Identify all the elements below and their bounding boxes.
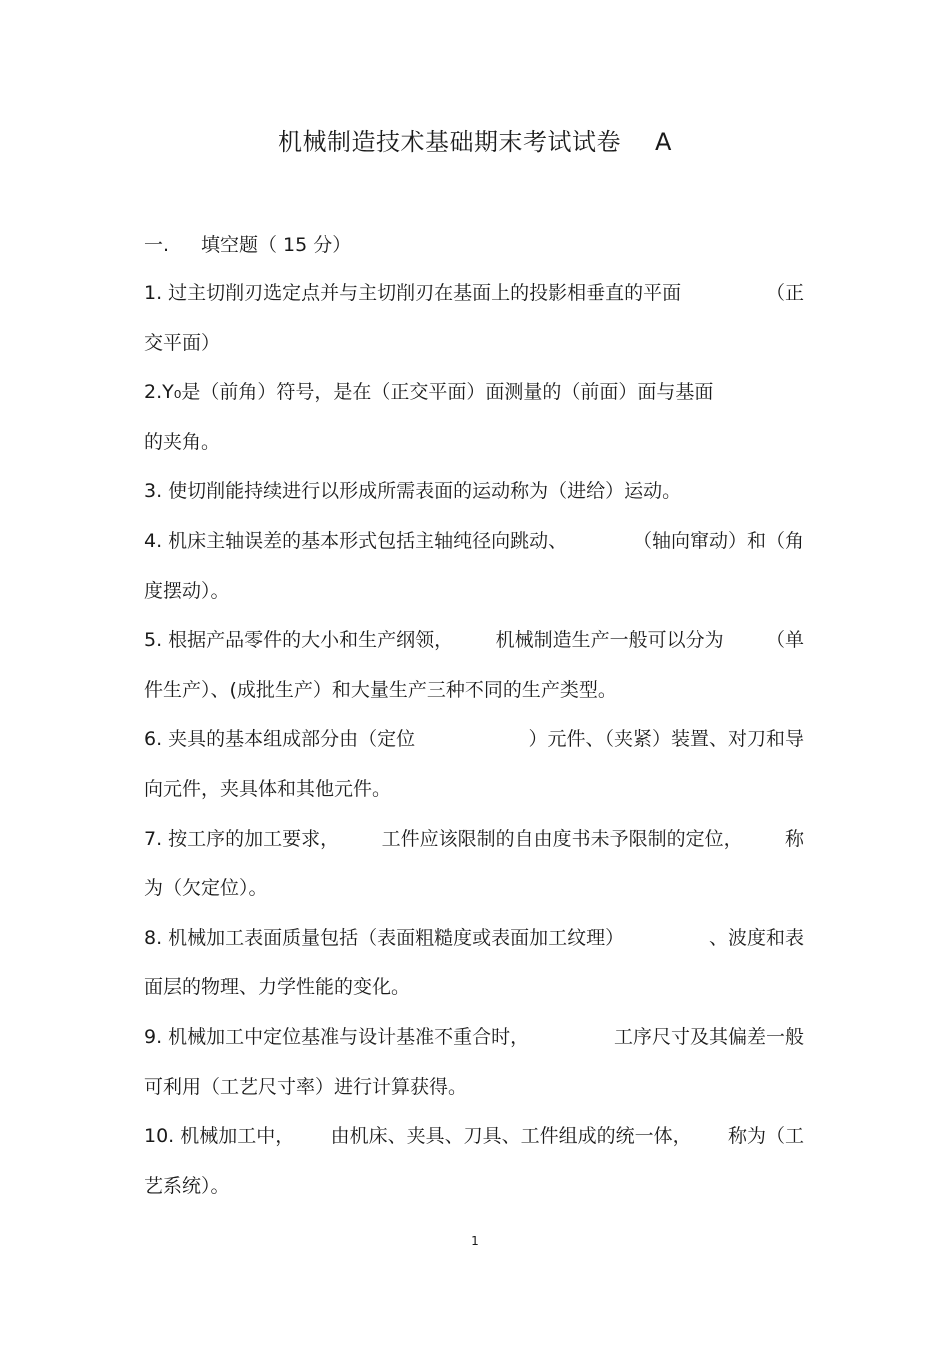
question-line: 为（欠定位）。 bbox=[144, 877, 268, 899]
question-line bbox=[144, 827, 804, 851]
line-segment-right: （轴向窜动）和（角 bbox=[632, 530, 804, 552]
question-line: 面层的物理、力学性能的变化。 bbox=[144, 976, 411, 998]
line-segment-right: ）元件、（夹紧）装置、对刀和导 bbox=[528, 728, 804, 750]
line-segment-left: 7. 按工序的加工要求， bbox=[144, 828, 340, 850]
question-line bbox=[144, 1124, 804, 1148]
section-number: 一. bbox=[144, 234, 170, 256]
line-segment-right: （单 bbox=[765, 629, 804, 651]
line-segment-left: 9. 机械加工中定位基准与设计基准不重合时， bbox=[144, 1026, 530, 1048]
question-line bbox=[144, 926, 804, 950]
page-number: 1 bbox=[471, 1234, 479, 1248]
line-segment-right: 称为（工 bbox=[727, 1125, 804, 1147]
question-line bbox=[144, 727, 804, 751]
question-line bbox=[144, 281, 804, 305]
question-line: 向元件，夹具体和其他元件。 bbox=[144, 778, 392, 800]
line-segment-mid: 工件应该限制的自由度书未予限制的定位， bbox=[381, 828, 743, 850]
question-line: 艺系统）。 bbox=[144, 1175, 230, 1197]
title-main: 机械制造技术基础期末考试试卷 bbox=[278, 128, 622, 156]
line-segment-right: 称 bbox=[784, 828, 804, 850]
question-line: 交平面） bbox=[144, 332, 221, 354]
question-line: 的夹角。 bbox=[144, 431, 221, 453]
line-segment-mid: 由机床、夹具、刀具、工件组成的统一体， bbox=[330, 1125, 692, 1147]
line-segment-right: 、波度和表 bbox=[708, 927, 804, 949]
question-line: 度摆动）。 bbox=[144, 580, 230, 602]
question-line: 可利用（工艺尺寸率）进行计算获得。 bbox=[144, 1076, 468, 1098]
question-line: 3. 使切削能持续进行以形成所需表面的运动称为（进给）运动。 bbox=[144, 480, 682, 502]
section-heading bbox=[144, 230, 351, 257]
line-segment-left: 10. 机械加工中， bbox=[144, 1125, 295, 1147]
question-line bbox=[144, 529, 804, 553]
question-line bbox=[144, 628, 804, 652]
page-title bbox=[0, 122, 950, 157]
line-segment-right: 工序尺寸及其偏差一般 bbox=[613, 1026, 804, 1048]
line-segment-left: 4. 机床主轴误差的基本形式包括主轴纯径向跳动、 bbox=[144, 530, 568, 552]
question-line bbox=[144, 1025, 804, 1049]
line-segment-left: 5. 根据产品零件的大小和生产纲领， bbox=[144, 629, 454, 651]
line-segment-right: （正 bbox=[765, 282, 804, 304]
line-segment-left: 6. 夹具的基本组成部分由（定位 bbox=[144, 728, 416, 750]
question-line: 件生产）、(成批生产）和大量生产三种不同的生产类型。 bbox=[144, 679, 617, 701]
title-suffix: A bbox=[655, 128, 672, 156]
line-segment-left: 1. 过主切削刃选定点并与主切削刃在基面上的投影相垂直的平面 bbox=[144, 282, 682, 304]
line-segment-mid: 机械制造生产一般可以分为 bbox=[495, 629, 724, 651]
question-line: 2.Y₀是（前角）符号，是在（正交平面）面测量的（前面）面与基面 bbox=[144, 381, 714, 403]
line-segment-left: 8. 机械加工表面质量包括（表面粗糙度或表面加工纹理） bbox=[144, 927, 625, 949]
section-label: 填空题（ 15 分） bbox=[201, 234, 352, 256]
